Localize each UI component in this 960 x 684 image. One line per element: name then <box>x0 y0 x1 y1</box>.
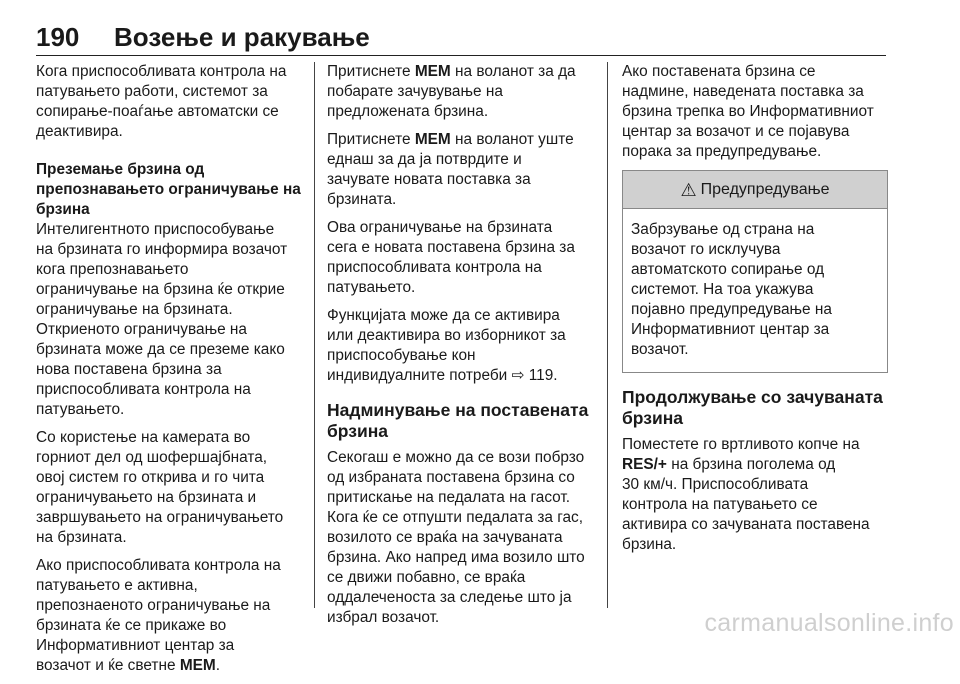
paragraph: Функцијата може да се активира или деактивира во изборникот за приспособување кон индивидуалните потреби ⇨ 119. <box>327 307 566 384</box>
paragraph: Секогаш е можно да се вози побрзо од избраната поставена брзина со притискање на педалата на гасот. Кога ќе се отпушти педалата за гас, возилото се враќа на зачуваната брзина. Ако напред има возило што се движи побавно, се враќа оддалеченоста за следење што ја избрал возачот. <box>327 449 585 626</box>
paragraph: Со користење на камерата во горниот дел од шофершајбната, овој систем го открива и го чита ограничувањето на брзината и завршувањето на ограничувањето на брзината. <box>36 429 284 546</box>
mem-label: MEM <box>414 131 451 148</box>
section-heading: Преземање брзина од препознавањето ограничување на брзина <box>36 161 301 218</box>
header-divider <box>36 55 886 56</box>
mem-label: MEM <box>179 657 216 674</box>
mem-label: MEM <box>414 63 451 80</box>
paragraph: Притиснете MEM на воланот за да побарате зачувување на предложената брзина. <box>327 63 576 120</box>
warning-header <box>623 171 887 209</box>
page-ref-arrow-icon: ⇨ <box>511 367 525 384</box>
section-heading: Продолжување со зачуваната брзина <box>622 387 883 428</box>
paragraph: Ова ограничување на брзината сега е новата поставена брзина за приспособливата контрола на патувањето. <box>327 219 575 296</box>
column-2 <box>327 62 589 636</box>
page-ref-link[interactable]: 119. <box>524 367 558 384</box>
watermark: carmanualsonline.info <box>704 609 954 637</box>
warning-title: Предупредување <box>700 180 830 198</box>
warning-body: Забрзување од страна на возачот го исклучува автоматското сопирање од системот. На тоа укажува појавно предупредување на Информативниот центар за возачот. <box>631 221 832 358</box>
warning-box <box>622 170 888 373</box>
paragraph: Кога приспособливата контрола на патувањето работи, системот за сопирање-поаѓање автоматски се деактивира. <box>36 63 287 140</box>
res-label: RES/+ <box>622 456 667 473</box>
chapter-title: Возење и ракување <box>114 22 370 52</box>
page-header <box>36 22 886 56</box>
column-divider-1 <box>314 62 315 608</box>
column-1 <box>36 62 301 684</box>
paragraph: Ако приспособливата контрола на патувањето е активна, препознаеното ограничување на брзината ќе се прикаже во Информативниот центар за возачот и ќе светне MEM. <box>36 557 281 674</box>
warning-triangle-icon: ⚠ <box>680 179 697 200</box>
section-heading: Надминување на поставената брзина <box>327 400 589 441</box>
column-divider-2 <box>607 62 608 608</box>
column-3 <box>622 62 888 563</box>
paragraph: Интелигентното приспособување на брзината го информира возачот кога препознавањето ограничување на брзина ќе открие ограничување на брзината. Откриеното ограничување на брзината може да се преземе како нова поставена брзина за приспособливата контрола на патувањето. <box>36 221 288 418</box>
paragraph: Ако поставената брзина се надмине, наведената поставка за брзина трепка во Информативниот центар за возачот и се појавува порака за предупредување. <box>622 63 874 160</box>
paragraph: Притиснете MEM на воланот уште еднаш за да ја потврдите и зачувате новата поставка за брзината. <box>327 131 574 208</box>
page-number: 190 <box>36 22 80 52</box>
paragraph: Поместете го вртливото копче на RES/+ на брзина поголема од 30 км/ч. Приспособливата контрола на патувањето се активира со зачуваната поставена брзина. <box>622 436 870 553</box>
